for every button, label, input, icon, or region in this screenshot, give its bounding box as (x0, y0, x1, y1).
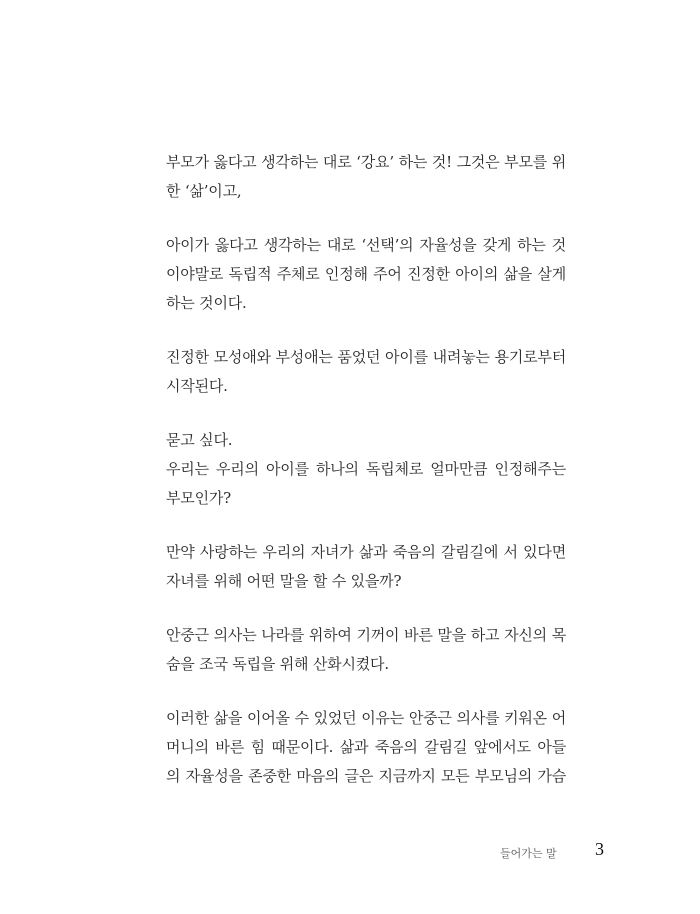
text-line: 우리는 우리의 아이를 하나의 독립체로 얼마만큼 인정해주는 (166, 460, 566, 478)
paragraph-7 (166, 704, 566, 791)
text-line: 진정한 모성애와 부성애는 품었던 아이를 내려놓는 용기로부터 (166, 348, 566, 366)
text-line: 하는 것이다. (166, 294, 247, 312)
text-line: 묻고 싶다. (166, 431, 233, 449)
text-line: 자녀를 위해 어떤 말을 할 수 있을까? (166, 572, 402, 590)
text-line: 한 ‘삶’이고, (166, 182, 242, 200)
text-line: 머니의 바른 힘 때문이다. 삶과 죽음의 갈림길 앞에서도 아들 (166, 738, 566, 756)
text-line: 시작된다. (166, 377, 228, 395)
text-line: 안중근 의사는 나라를 위하여 기꺼이 바른 말을 하고 자신의 목 (166, 626, 566, 644)
paragraph-6 (166, 621, 566, 679)
text-line: 이야말로 독립적 주체로 인정해 주어 진정한 아이의 삶을 살게 (166, 265, 566, 283)
text-line: 이러한 삶을 이어올 수 있었던 이유는 안중근 의사를 키워온 어 (166, 709, 566, 727)
text-line: 부모인가? (166, 489, 232, 507)
paragraph-5 (166, 538, 566, 596)
paragraph-3 (166, 343, 566, 401)
body-text (166, 148, 566, 816)
text-line: 숨을 조국 독립을 위해 산화시켰다. (166, 655, 389, 673)
text-line: 부모가 옳다고 생각하는 대로 ‘강요’ 하는 것! 그것은 부모를 위 (166, 153, 566, 171)
paragraph-2 (166, 231, 566, 318)
running-footer-title: 들어가는 말 (500, 847, 557, 860)
paragraph-4 (166, 426, 566, 513)
paragraph-1 (166, 148, 566, 206)
text-line: 의 자율성을 존중한 마음의 글은 지금까지 모든 부모님의 가슴 (166, 767, 566, 785)
text-line: 아이가 옳다고 생각하는 대로 ‘선택’의 자율성을 갖게 하는 것 (166, 236, 566, 254)
text-line: 만약 사랑하는 우리의 자녀가 삶과 죽음의 갈림길에 서 있다면 (166, 543, 566, 561)
page-number: 3 (595, 839, 604, 859)
